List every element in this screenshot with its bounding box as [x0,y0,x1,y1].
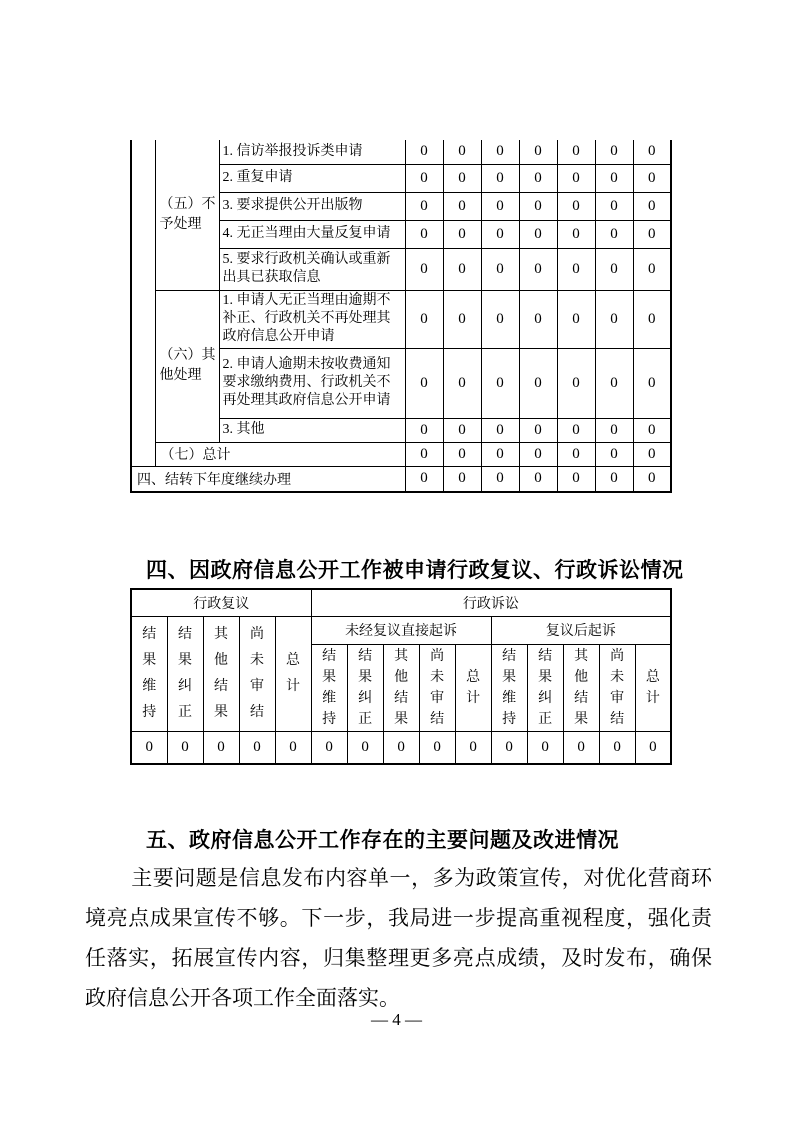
row-label: 3. 其他 [219,418,405,442]
value-cell: 0 [405,164,443,192]
column-header-label: 总计 [286,652,301,694]
review-litigation-table [130,588,672,765]
table-row [131,589,671,616]
row-label: 2. 重复申请 [219,164,405,192]
table-row [131,731,671,764]
value-cell: 0 [481,140,519,164]
row-label: 1. 信访举报投诉类申请 [219,140,405,164]
value-cell: 0 [481,192,519,220]
value-cell: 0 [443,418,481,442]
row-label: 1. 申请人无正当理由逾期不补正、行政机关不再处理其政府信息公开申请 [219,290,405,348]
value-cell: 0 [405,140,443,164]
after-review-subheader: 复议后起诉 [491,616,671,644]
value-cell: 0 [519,192,557,220]
column-header [167,616,203,731]
value-cell: 0 [557,348,595,418]
value-cell: 0 [519,290,557,348]
value-cell: 0 [519,164,557,192]
column-header [203,616,239,731]
total-row-label: （七）总计 [155,442,405,466]
value-cell: 0 [557,466,595,492]
value-cell: 0 [633,290,671,348]
value-cell: 0 [557,290,595,348]
value-cell: 0 [405,220,443,248]
column-header [275,616,311,731]
value-cell: 0 [519,442,557,466]
value-cell: 0 [563,731,599,764]
value-cell: 0 [633,164,671,192]
column-header-label: 尚未审结 [250,626,264,720]
column-header [527,644,563,731]
column-header [347,644,383,731]
column-header-label: 结果维持 [502,648,517,727]
value-cell: 0 [443,140,481,164]
value-cell: 0 [443,248,481,290]
review-group-header: 行政复议 [131,589,311,616]
value-cell: 0 [635,731,671,764]
table-row [131,466,671,492]
column-header-label: 尚未审结 [430,648,445,727]
group6-label-cell: （六）其他处理 [155,290,219,442]
value-cell: 0 [131,731,167,764]
value-cell: 0 [419,731,455,764]
value-cell: 0 [599,731,635,764]
group5-label-cell: （五）不予处理 [155,140,219,290]
value-cell: 0 [443,220,481,248]
value-cell: 0 [633,248,671,290]
row-label: 3. 要求提供公开出版物 [219,192,405,220]
application-handling-table [130,140,672,493]
section4-title: 四、因政府信息公开工作被申请行政复议、行政诉讼情况 [146,559,684,582]
value-cell: 0 [519,466,557,492]
value-cell: 0 [557,192,595,220]
value-cell: 0 [557,442,595,466]
column-header-label: 其他结果 [574,648,589,727]
value-cell: 0 [311,731,347,764]
value-cell: 0 [633,348,671,418]
column-header-label: 总计 [466,669,481,706]
carryover-row-label: 四、结转下年度继续办理 [131,466,405,492]
value-cell: 0 [633,220,671,248]
value-cell: 0 [481,348,519,418]
column-header [131,616,167,731]
value-cell: 0 [557,418,595,442]
value-cell: 0 [481,220,519,248]
value-cell: 0 [595,418,633,442]
value-cell: 0 [443,192,481,220]
value-cell: 0 [633,442,671,466]
value-cell: 0 [481,442,519,466]
row-label: 4. 无正当理由大量反复申请 [219,220,405,248]
column-header [383,644,419,731]
value-cell: 0 [595,290,633,348]
value-cell: 0 [595,348,633,418]
value-cell: 0 [405,290,443,348]
column-header [311,644,347,731]
litigation-group-header: 行政诉讼 [311,589,671,616]
column-header-label: 结果纠正 [178,626,192,720]
column-header-label: 其他结果 [394,648,409,727]
value-cell: 0 [519,418,557,442]
value-cell: 0 [239,731,275,764]
value-cell: 0 [633,192,671,220]
value-cell: 0 [203,731,239,764]
table-row [131,442,671,466]
value-cell: 0 [443,466,481,492]
value-cell: 0 [443,290,481,348]
value-cell: 0 [557,248,595,290]
value-cell: 0 [481,466,519,492]
value-cell: 0 [167,731,203,764]
value-cell: 0 [481,248,519,290]
row-label: 5. 要求行政机关确认或重新出具已获取信息 [219,248,405,290]
value-cell: 0 [405,442,443,466]
column-header-label: 结果纠正 [538,648,553,727]
value-cell: 0 [633,466,671,492]
section5-paragraph: 主要问题是信息发布内容单一，多为政策宣传，对优化营商环境亮点成果宣传不够。下一步，我局进一步提高重视程度，强化责任落实，拓展宣传内容，归集整理更多亮点成绩，及时发布，确保政府信息公开各项工作全面落实。 [85,866,712,1010]
value-cell: 0 [519,220,557,248]
value-cell: 0 [519,348,557,418]
table-row [131,140,671,164]
column-header [635,644,671,731]
column-header-label: 结果维持 [322,648,337,727]
value-cell: 0 [557,140,595,164]
column-header-label: 结果维持 [142,626,157,720]
value-cell: 0 [481,418,519,442]
value-cell: 0 [405,248,443,290]
value-cell: 0 [443,442,481,466]
value-cell: 0 [595,466,633,492]
column-header-label: 其他结果 [214,626,228,720]
column-header-label: 尚未审结 [610,648,625,727]
section5-title: 五、政府信息公开工作存在的主要问题及改进情况 [146,829,619,852]
value-cell: 0 [595,248,633,290]
column-header [599,644,635,731]
value-cell: 0 [405,466,443,492]
value-cell: 0 [633,418,671,442]
value-cell: 0 [595,140,633,164]
value-cell: 0 [455,731,491,764]
value-cell: 0 [633,140,671,164]
column-header-label: 结果纠正 [358,648,373,727]
value-cell: 0 [481,164,519,192]
column-header [419,644,455,731]
value-cell: 0 [347,731,383,764]
column-header [563,644,599,731]
value-cell: 0 [595,442,633,466]
continuation-spacer-cell [131,140,155,466]
value-cell: 0 [443,164,481,192]
value-cell: 0 [275,731,311,764]
value-cell: 0 [491,731,527,764]
table-row [131,290,671,348]
value-cell: 0 [519,140,557,164]
value-cell: 0 [405,192,443,220]
value-cell: 0 [557,164,595,192]
value-cell: 0 [519,248,557,290]
column-header-label: 总计 [645,669,660,706]
value-cell: 0 [443,348,481,418]
value-cell: 0 [481,290,519,348]
column-header [239,616,275,731]
value-cell: 0 [527,731,563,764]
value-cell: 0 [383,731,419,764]
direct-litigation-subheader: 未经复议直接起诉 [311,616,491,644]
column-header [455,644,491,731]
column-header [491,644,527,731]
value-cell: 0 [405,418,443,442]
value-cell: 0 [595,220,633,248]
table-row [131,616,671,644]
row-label: 2. 申请人逾期未按收费通知要求缴纳费用、行政机关不再处理其政府信息公开申请 [219,348,405,418]
value-cell: 0 [405,348,443,418]
page-number: — 4 — [371,1010,422,1029]
value-cell: 0 [595,192,633,220]
value-cell: 0 [557,220,595,248]
value-cell: 0 [595,164,633,192]
